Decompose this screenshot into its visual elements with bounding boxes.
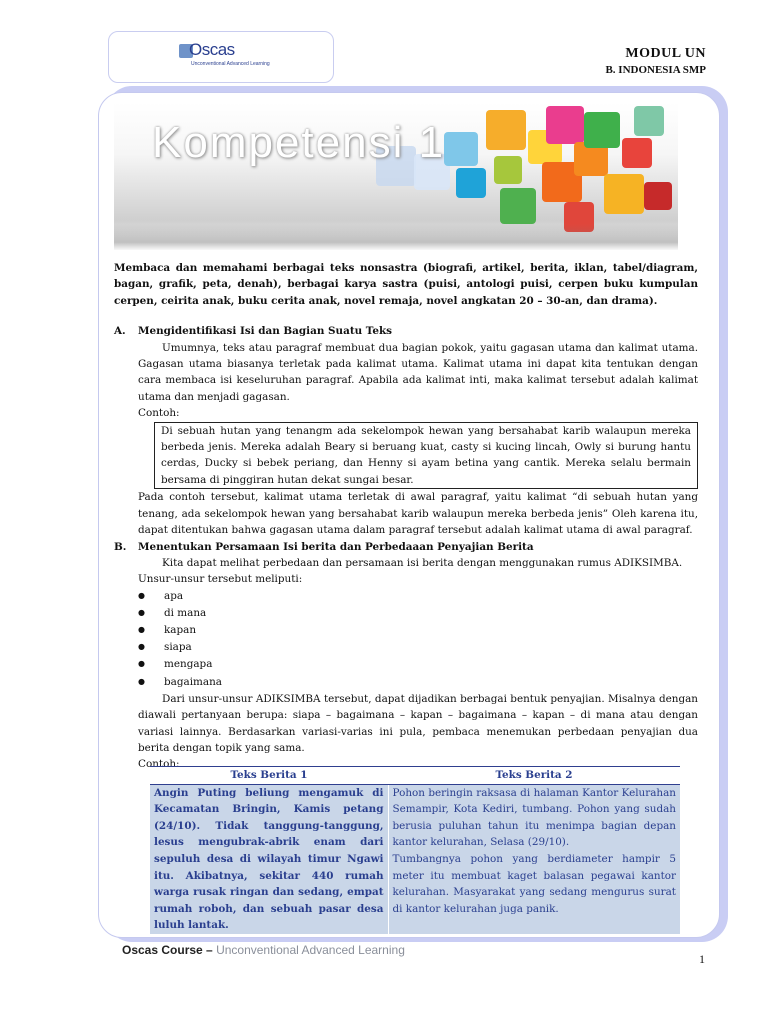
table-header-1: Teks Berita 1 [150,767,388,785]
list-item: ● bagaimana [138,675,222,688]
footer-brand: Oscas Course – [122,943,213,957]
section-a-heading [114,323,698,339]
news-text-2-para-2: Tumbangnya pohon yang berdiameter hampir 5 meter itu membuat kaget balasan pegawai kantor kelurahan. Masyarakat yang sedang mengurus surat di kantor kelurahan juga panik. [392,852,676,915]
section-a-explanation: Pada contoh tersebut, kalimat utama terletak di awal paragraf, yaitu kalimat “di sebuah hutan yang tenang, ada sekelompok hewan yang bersahabat karib walaupun mereka berbeda jenis” Oleh karena itu, dapat ditentukan bahwa gagasan utama dalam paragraf tersebut adalah kalimat utama di awal paragraf. [138,491,698,537]
section-b-list-intro: Unsur-unsur tersebut meliputi: [138,573,303,586]
competency-intro: Membaca dan memahami berbagai teks nonsastra (biografi, artikel, berita, iklan, tabel/diagram, bagan, grafik, peta, denah), berbagai karya sastra (puisi, antologi puisi, cerpen buku kumpulan cerpen, ceirita anak, buku cerita anak, novel remaja, novel angkatan 20 – 30-an, dan drama). [114,262,698,307]
competency-banner [114,102,678,250]
banner-title: Kompetensi 1 [152,118,446,167]
page-footer [122,943,405,958]
news-text-2-para-1: Pohon beringin raksasa di halaman Kantor Kelurahan Semampir, Kota Kediri, tumbang. Pohon yang sudah berusia puluhan tahun itu menimpa bagian depan kantor kelurahan, Selasa (29/10). [392,786,676,849]
news-text-1: Angin Puting beliung mengamuk di Kecamatan Bringin, Kamis petang (24/10). Tidak tanggung-tanggung, lesus mengubrak-abrik enam dari sepuluh desa di wilayah timur Ngawi itu. Akibatnya, sekitar 440 rumah warga rusak ringan dan sedang, empat rumah roboh, dan sebuah pasar desa luluh lantak. [150,784,388,934]
logo-tagline: Unconventional Advanced Learning [191,61,270,67]
section-b-letter: B. [114,540,127,553]
content [114,260,698,773]
section-a-title: Mengidentifikasi Isi dan Bagian Suatu Teks [138,325,392,338]
page-number: 1 [699,952,705,966]
adiksimba-list [138,588,698,691]
header-titles [605,46,706,76]
list-item: ● di mana [138,606,207,619]
table-header-2: Teks Berita 2 [388,767,680,785]
list-item: ● mengapa [138,658,213,671]
section-a-letter: A. [114,325,126,338]
section-b-paragraph-2: Dari unsur-unsur ADIKSIMBA tersebut, dapat dijadikan berbagai bentuk penyajian. Misalnya dengan diawali pertanyaan berupa: siapa – bagaimana – kapan – bagaimana – kapan – di mana atau dengan variasi lainnya. Berdasarkan variasi-varias ini pula, pembaca menemukan perbedaan penyajian dua berita dengan topik yang sama. [138,692,698,755]
section-b-example-label: Contoh: [138,758,180,771]
news-text-2 [388,784,680,934]
section-a-paragraph: Umumnya, teks atau paragraf membuat dua bagian pokok, yaitu gagasan utama dan kalimat utama. Gagasan utama biasanya terletak pada kalimat utama. Kalimat utama ini dapat kita tentukan dengan cara membaca isi keseluruhan paragraf. Apabila ada kalimat inti, maka kalimat tersebut adalah kalimat utama dan menjadi gagasan. [138,341,698,403]
news-comparison-table [150,766,680,934]
section-a-example-label: Contoh: [138,407,180,420]
list-item: ● apa [138,589,184,602]
footer-tagline: Unconventional Advanced Learning [216,943,405,957]
section-a-example-box: Di sebuah hutan yang tenangm ada sekelompok hewan yang bersahabat karib walaupun mereka berbeda jenis. Mereka adalah Beary si beruang kuat, casty si kucing lincah, Owly si burung hantu cerdas, Ducky si bebek periang, dan Henny si ayam betina yang cantik. Mereka selalu bermain bersama di pinggiran hutan dekat sungai besar. [154,422,698,490]
module-title: MODUL UN [625,46,706,61]
section-b-heading [114,539,698,555]
list-item: ● siapa [138,641,192,654]
subject-title: B. INDONESIA SMP [605,64,706,76]
section-b-title: Menentukan Persamaan Isi berita dan Perbedaaan Penyajian Berita [138,540,534,553]
section-b-paragraph: Kita dapat melihat perbedaan dan persamaan isi berita dengan menggunakan rumus ADIKSIMBA. [162,556,683,569]
logo-box [108,31,334,83]
list-item: ● kapan [138,624,197,637]
logo-name: Oscas [189,40,235,59]
